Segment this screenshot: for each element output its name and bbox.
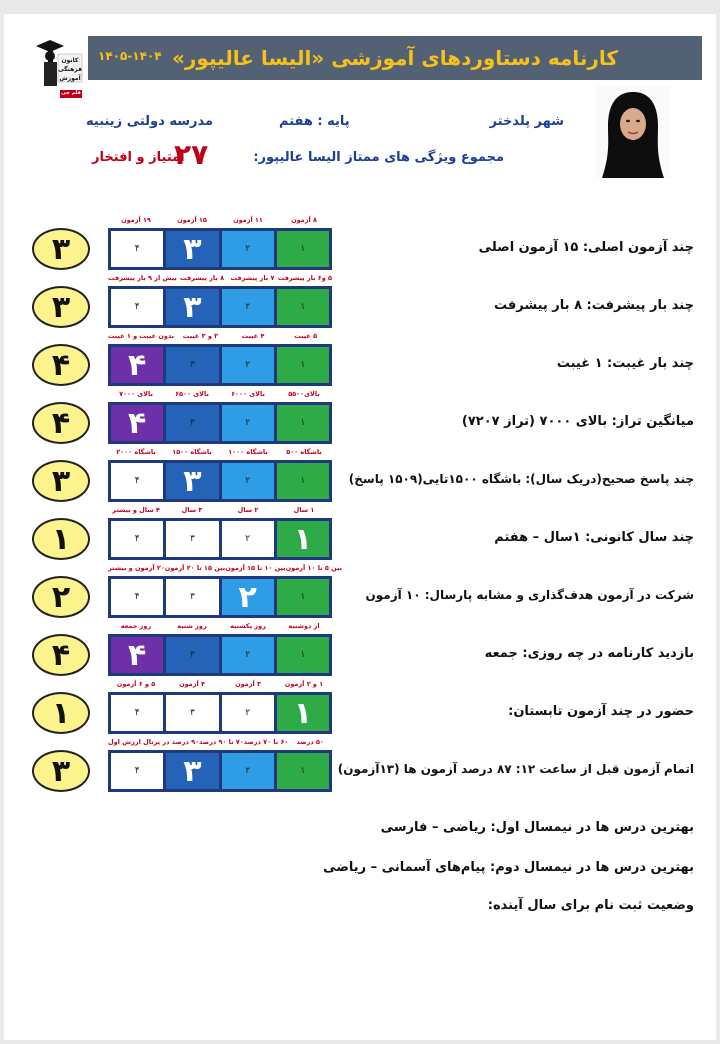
row-criterion: حضور در چند آزمون تابستان: bbox=[508, 704, 694, 719]
score-cell: ۳ bbox=[166, 463, 218, 499]
threshold-label: ۴ سال و بیشتر bbox=[112, 506, 160, 514]
score-cell: ۳ bbox=[166, 289, 218, 325]
row-thresholds bbox=[108, 506, 332, 518]
threshold-label: ۱۹ آزمون bbox=[121, 216, 151, 224]
threshold-label: باشگاه ۱۰۰۰ bbox=[228, 448, 268, 456]
row-criterion: چند سال کانونی: ۱سال – هفتم bbox=[494, 530, 694, 545]
threshold-label: بین ۱۵ تا ۲۰ آزمون bbox=[164, 564, 226, 572]
score-cell: ۲ bbox=[222, 521, 274, 557]
row-criterion: میانگین تراز: بالای ۷۰۰۰ (تراز ۷۲۰۷) bbox=[461, 414, 694, 429]
registration-status: وضعیت ثبت نام برای سال آینده: bbox=[487, 898, 694, 913]
row-criterion: چند پاسخ صحیح(دریک سال): باشگاه ۱۵۰۰تایی(۱۵۰۹ پاسخ) bbox=[348, 472, 694, 486]
threshold-label: ۳ آزمون bbox=[235, 680, 261, 688]
score-bar bbox=[108, 460, 332, 502]
threshold-label: باشگاه ۵۰۰ bbox=[286, 448, 322, 456]
row-criterion: چند آزمون اصلی: ۱۵ آزمون اصلی bbox=[478, 240, 694, 255]
row-score-badge: ۱ bbox=[32, 692, 90, 734]
total-score-label: امتیاز و افتخار bbox=[92, 150, 185, 165]
threshold-label: ۵ غیبت bbox=[294, 332, 318, 340]
score-cell: ۴ bbox=[111, 463, 163, 499]
logo-text: کانون فرهنگی آموزش bbox=[58, 57, 82, 82]
threshold-label: ۵ و ۶ آزمون bbox=[116, 680, 156, 688]
score-cell: ۱ bbox=[277, 231, 329, 267]
score-cell: ۴ bbox=[111, 347, 163, 383]
row-criterion: چند بار پیشرفت: ۸ بار پیشرفت bbox=[493, 298, 694, 313]
score-cell: ۲ bbox=[222, 463, 274, 499]
score-cell: ۴ bbox=[111, 405, 163, 441]
score-cell: ۲ bbox=[222, 579, 274, 615]
threshold-label: باشگاه ۲۰۰۰ bbox=[116, 448, 156, 456]
score-cell: ۲ bbox=[222, 405, 274, 441]
threshold-label: ۱ سال bbox=[293, 506, 315, 514]
report-card-page bbox=[4, 14, 716, 1040]
score-cell: ۳ bbox=[166, 347, 218, 383]
threshold-label: بدون غیبت و ۱ غیبت bbox=[108, 332, 175, 340]
threshold-label: ۴ غیبت bbox=[241, 332, 265, 340]
threshold-label: ۷ بار پیشرفت bbox=[230, 274, 275, 282]
logo-badge: قلم چی bbox=[61, 90, 81, 96]
score-cell: ۱ bbox=[277, 579, 329, 615]
threshold-label: بالای ۷۰۰۰ bbox=[119, 390, 153, 398]
student-city: شهر پلدختر bbox=[489, 114, 564, 129]
row-score-badge: ۴ bbox=[32, 634, 90, 676]
total-score: ۲۷ bbox=[174, 138, 209, 171]
row-score-badge: ۳ bbox=[32, 228, 90, 270]
score-cell: ۱ bbox=[277, 289, 329, 325]
score-cell: ۴ bbox=[111, 579, 163, 615]
threshold-label: ۱۵ آزمون bbox=[177, 216, 207, 224]
threshold-label: ۲ و ۳ غیبت bbox=[182, 332, 219, 340]
row-thresholds bbox=[108, 332, 332, 344]
score-cell: ۴ bbox=[111, 289, 163, 325]
score-cell: ۱ bbox=[277, 695, 329, 731]
threshold-label: ۵۰ درصد bbox=[296, 738, 324, 746]
score-cell: ۳ bbox=[166, 231, 218, 267]
score-cell: ۲ bbox=[222, 347, 274, 383]
score-cell: ۲ bbox=[222, 637, 274, 673]
score-cell: ۳ bbox=[166, 521, 218, 557]
threshold-label: بالای۵۵۰۰ bbox=[288, 390, 320, 398]
score-cell: ۱ bbox=[277, 405, 329, 441]
threshold-label: ۹۰ درصد در پرتال ارزش اول bbox=[108, 738, 200, 746]
score-bar bbox=[108, 634, 332, 676]
score-bar bbox=[108, 692, 332, 734]
row-score-badge: ۱ bbox=[32, 518, 90, 560]
threshold-label: ۸ بار پیشرفت bbox=[180, 274, 225, 282]
threshold-label: باشگاه ۱۵۰۰ bbox=[172, 448, 212, 456]
score-cell: ۴ bbox=[111, 521, 163, 557]
threshold-label: ۲۰ آزمون و بیشتر bbox=[108, 564, 165, 572]
score-bar bbox=[108, 750, 332, 792]
row-thresholds bbox=[108, 390, 332, 402]
features-label: مجموع ویژگی های ممتاز الیسا عالیپور: bbox=[253, 150, 504, 165]
threshold-label: بالای ۶۰۰۰ bbox=[231, 390, 265, 398]
best-subjects-second-term: بهترین درس ها در نیمسال دوم: پیام‌های آسمانی – ریاضی bbox=[323, 860, 694, 875]
threshold-label: روز جمعه bbox=[120, 622, 152, 630]
school-name: مدرسه دولتی زینبیه bbox=[86, 114, 214, 129]
score-bar bbox=[108, 576, 332, 618]
score-bar bbox=[108, 228, 332, 270]
score-cell: ۳ bbox=[166, 405, 218, 441]
best-subjects-first-term: بهترین درس ها در نیمسال اول: ریاضی – فارسی bbox=[380, 820, 694, 835]
row-criterion: چند بار غیبت: ۱ غیبت bbox=[556, 356, 694, 371]
threshold-label: ۵ و۶ بار پیشرفت bbox=[277, 274, 332, 282]
academic-year: ۱۴۰۵-۱۴۰۴ bbox=[98, 49, 162, 63]
score-cell: ۴ bbox=[111, 637, 163, 673]
score-cell: ۳ bbox=[166, 695, 218, 731]
threshold-label: بالای ۶۵۰۰ bbox=[175, 390, 209, 398]
threshold-label: ۷۰ تا ۹۰ درصد bbox=[199, 738, 244, 746]
page-title: کارنامه دستاوردهای آموزشی «الیسا عالیپور» bbox=[171, 46, 619, 70]
threshold-label: از دوشنبه bbox=[288, 622, 320, 630]
threshold-label: ۸ آزمون bbox=[291, 216, 317, 224]
page-header bbox=[88, 36, 702, 80]
score-cell: ۱ bbox=[277, 753, 329, 789]
score-cell: ۳ bbox=[166, 753, 218, 789]
row-criterion: شرکت در آزمون هدف‌گذاری و مشابه پارسال: ۱۰ آزمون bbox=[365, 588, 694, 602]
student-grade: پایه : هفتم bbox=[279, 114, 350, 129]
row-thresholds bbox=[108, 680, 332, 692]
score-cell: ۳ bbox=[166, 637, 218, 673]
row-score-badge: ۳ bbox=[32, 460, 90, 502]
row-score-badge: ۴ bbox=[32, 402, 90, 444]
student-photo bbox=[596, 86, 670, 178]
threshold-label: ۳ سال bbox=[181, 506, 203, 514]
kanoon-logo bbox=[30, 36, 84, 100]
threshold-label: ۱۱ آزمون bbox=[233, 216, 263, 224]
score-cell: ۱ bbox=[277, 637, 329, 673]
score-cell: ۱ bbox=[277, 521, 329, 557]
threshold-label: بین ۱۰ تا ۱۵ آزمون bbox=[225, 564, 286, 572]
threshold-label: ۴ آزمون bbox=[179, 680, 205, 688]
score-cell: ۲ bbox=[222, 753, 274, 789]
score-cell: ۲ bbox=[222, 231, 274, 267]
row-thresholds bbox=[108, 216, 332, 228]
row-thresholds bbox=[108, 622, 332, 634]
row-criterion: بازدید کارنامه در چه روزی: جمعه bbox=[484, 646, 694, 661]
row-thresholds bbox=[108, 564, 343, 576]
threshold-label: ۲ سال bbox=[237, 506, 259, 514]
score-cell: ۴ bbox=[111, 695, 163, 731]
score-bar bbox=[108, 286, 332, 328]
row-thresholds bbox=[108, 738, 332, 750]
threshold-label: ۱ و ۲ آزمون bbox=[284, 680, 324, 688]
score-cell: ۱ bbox=[277, 347, 329, 383]
score-cell: ۴ bbox=[111, 753, 163, 789]
score-cell: ۲ bbox=[222, 695, 274, 731]
score-cell: ۴ bbox=[111, 231, 163, 267]
row-criterion: اتمام آزمون قبل از ساعت ۱۲: ۸۷ درصد آزمون ها (۱۳آزمون) bbox=[337, 762, 694, 776]
threshold-label: روز یکشنبه bbox=[230, 622, 266, 630]
row-score-badge: ۴ bbox=[32, 344, 90, 386]
row-thresholds bbox=[108, 448, 332, 460]
threshold-label: بین ۵ تا ۱۰ آزمون bbox=[285, 564, 343, 572]
threshold-label: روز شنبه bbox=[177, 622, 207, 630]
score-bar bbox=[108, 518, 332, 560]
threshold-label: ۶۰ تا ۷۰ درصد bbox=[243, 738, 289, 746]
score-cell: ۲ bbox=[222, 289, 274, 325]
row-thresholds bbox=[108, 274, 332, 286]
row-score-badge: ۳ bbox=[32, 750, 90, 792]
score-cell: ۳ bbox=[166, 579, 218, 615]
threshold-label: بیش از ۹ بار پیشرفت bbox=[108, 274, 177, 282]
row-score-badge: ۳ bbox=[32, 286, 90, 328]
score-bar bbox=[108, 402, 332, 444]
score-bar bbox=[108, 344, 332, 386]
score-cell: ۱ bbox=[277, 463, 329, 499]
row-score-badge: ۲ bbox=[32, 576, 90, 618]
